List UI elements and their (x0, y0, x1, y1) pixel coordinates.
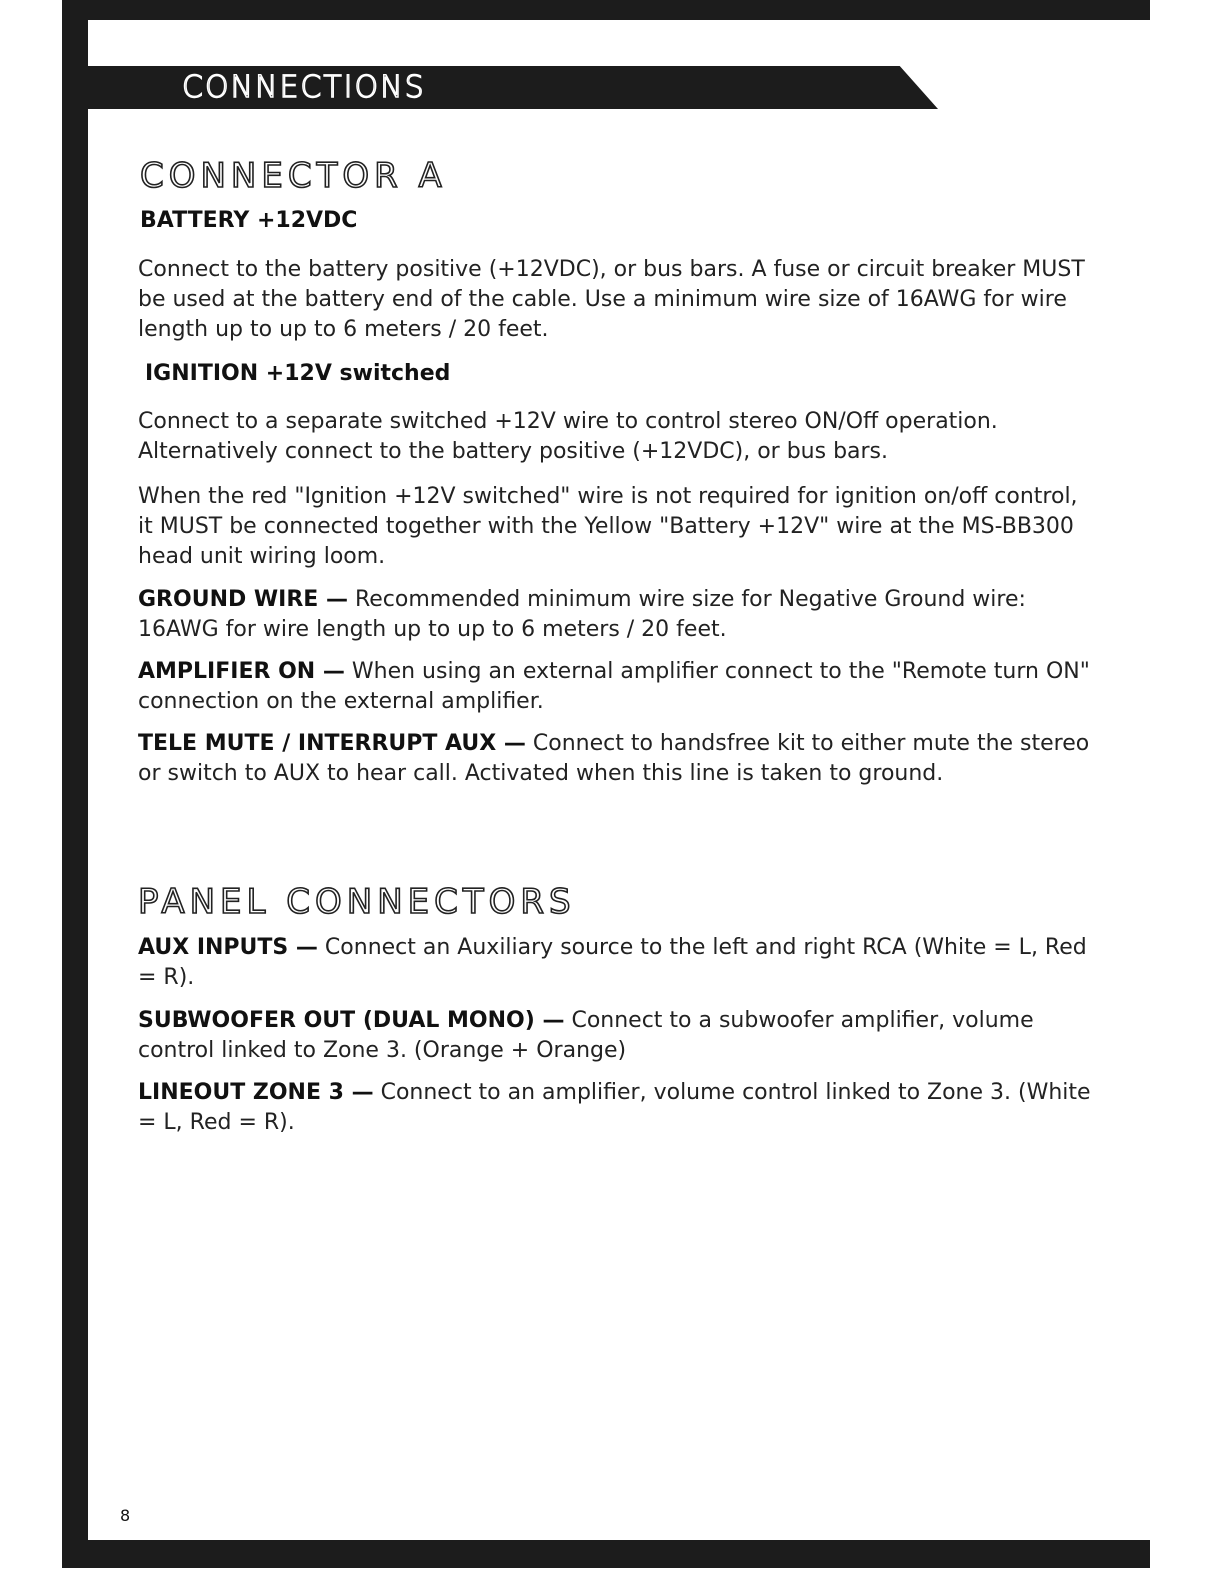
page-frame-top (62, 0, 1150, 20)
subwoofer-out-label: SUBWOOFER OUT (DUAL MONO) — (138, 1008, 565, 1033)
ground-wire-paragraph (138, 585, 1098, 645)
tele-mute-text: Connect to handsfree kit to either mute the stereo or switch to AUX to hear call. Activated when this line is taken to ground. (138, 731, 1090, 786)
aux-inputs-text: Connect an Auxiliary source to the left and right RCA (White = L, Red = R). (138, 935, 1087, 990)
page-header-title: CONNECTIONS (182, 70, 426, 105)
subwoofer-out-paragraph (138, 1006, 1098, 1066)
tele-mute-paragraph (138, 729, 1098, 789)
lineout-zone3-paragraph (138, 1078, 1098, 1138)
amplifier-on-label: AMPLIFIER ON — (138, 659, 345, 684)
amplifier-on-text: When using an external amplifier connect to the "Remote turn ON" connection on the external amplifier. (138, 659, 1090, 714)
aux-inputs-label: AUX INPUTS — (138, 935, 318, 960)
ground-wire-text: Recommended minimum wire size for Negative Ground wire: 16AWG for wire length up to up to 6 meters / 20 feet. (138, 587, 1026, 642)
battery-heading: BATTERY +12VDC (140, 208, 358, 233)
ignition-description: Connect to a separate switched +12V wire to control stereo ON/Off operation. Alternatively connect to the battery positive (+12VDC), or bus bars. (138, 409, 998, 464)
page-number: 8 (120, 1506, 131, 1525)
connector-a-title: CONNECTOR A (140, 156, 447, 196)
aux-inputs-paragraph (138, 933, 1098, 993)
lineout-zone3-label: LINEOUT ZONE 3 — (138, 1080, 374, 1105)
subwoofer-out-text: Connect to a subwoofer amplifier, volume control linked to Zone 3. (Orange + Orange) (138, 1008, 1034, 1063)
ignition-note: When the red "Ignition +12V switched" wire is not required for ignition on/off control, it MUST be connected together with the Yellow "Battery +12V" wire at the MS-BB300 head unit wiring loom. (138, 484, 1078, 569)
page-frame-left (62, 0, 88, 1568)
amplifier-on-paragraph (138, 657, 1098, 717)
ignition-heading: IGNITION +12V switched (145, 361, 451, 386)
page-frame-bottom (62, 1540, 1150, 1568)
tele-mute-label: TELE MUTE / INTERRUPT AUX — (138, 731, 526, 756)
frame-corner-bottom (88, 1480, 148, 1540)
ground-wire-label: GROUND WIRE — (138, 587, 348, 612)
lineout-zone3-text: Connect to an amplifier, volume control linked to Zone 3. (White = L, Red = R). (138, 1080, 1091, 1135)
panel-connectors-title: PANEL CONNECTORS (138, 882, 576, 922)
battery-description: Connect to the battery positive (+12VDC), or bus bars. A fuse or circuit breaker MUST be used at the battery end of the cable. Use a minimum wire size of 16AWG for wire length up to up to 6 meters / 20 feet. (138, 257, 1085, 342)
